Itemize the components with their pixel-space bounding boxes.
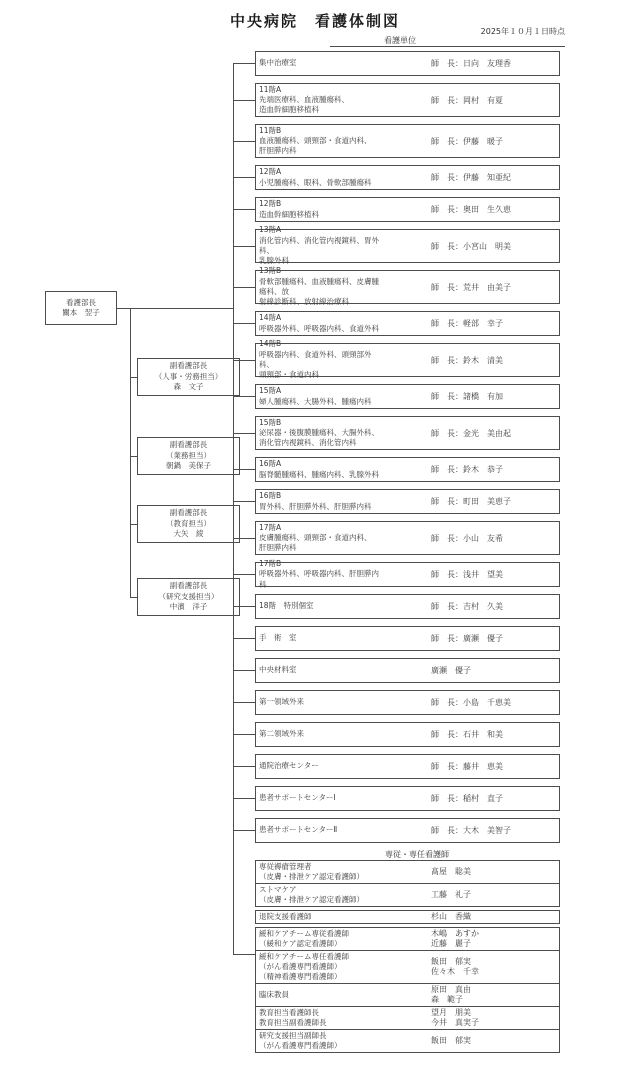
unit-label-line: 皮膚腫瘍科、頭頸部・食道内科、 bbox=[259, 532, 372, 542]
unit-label bbox=[259, 166, 379, 189]
deputy-name: 朝鍋 美保子 bbox=[166, 461, 211, 471]
staff-box bbox=[255, 983, 560, 1007]
deputy-box bbox=[137, 437, 240, 475]
unit-label-line: 泌尿器・後腹膜腫瘍科、大腸外科、 bbox=[259, 427, 379, 437]
unit-label-line: 18階 特別個室 bbox=[259, 601, 314, 611]
staff-name: 杉山 香織 bbox=[431, 912, 471, 921]
unit-box bbox=[255, 818, 560, 843]
connector-director-to-trunk bbox=[117, 308, 233, 309]
unit-chief: 師 長：石井 和美 bbox=[431, 730, 503, 739]
unit-label-line: 骨軟部腫瘍科、血液腫瘍科、皮膚腫瘍科、放 bbox=[259, 276, 379, 296]
unit-label bbox=[259, 522, 379, 554]
staff-name: 飯田 郁実 bbox=[431, 957, 471, 966]
staff-box bbox=[255, 1029, 560, 1053]
unit-tick bbox=[233, 246, 256, 247]
unit-label-line: 17階A bbox=[259, 522, 282, 532]
deputy-duty: （研究支援担当） bbox=[158, 591, 219, 601]
unit-label-line: 13階A bbox=[259, 225, 282, 235]
staff-box bbox=[255, 910, 560, 924]
staff-name: 木嶋 あすか bbox=[431, 929, 479, 938]
unit-box bbox=[255, 83, 560, 117]
unit-label bbox=[259, 659, 379, 682]
unit-tick bbox=[233, 702, 256, 703]
unit-box bbox=[255, 165, 560, 190]
unit-tick bbox=[233, 538, 256, 539]
unit-label bbox=[259, 787, 379, 810]
staff-name: 髙屋 聡美 bbox=[431, 867, 471, 876]
deputy-duty: （教育担当） bbox=[166, 518, 211, 528]
unit-label bbox=[259, 417, 379, 449]
unit-chief: 師 長：小山 友希 bbox=[431, 533, 503, 543]
unit-label-line: 第二領域外来 bbox=[259, 729, 304, 739]
staff-names bbox=[431, 884, 471, 906]
unit-label-line: 11階B bbox=[259, 125, 282, 135]
staff-label-line: （がん看護専門看護師） bbox=[259, 962, 342, 971]
staff-label-line: （精神看護専門看護師） bbox=[259, 972, 342, 981]
director-box bbox=[45, 291, 117, 325]
staff-label-line: 緩和ケアチーム専従看護師 bbox=[259, 929, 349, 938]
unit-label-line: 先端医療科、血液腫瘍科、 bbox=[259, 94, 349, 104]
unit-box bbox=[255, 457, 560, 482]
unit-tick bbox=[233, 670, 256, 671]
unit-tick bbox=[233, 638, 256, 639]
unit-chief: 師 長：吉村 久美 bbox=[431, 602, 503, 611]
unit-label-line: 血液腫瘍科、頭頸部・食道内科、 bbox=[259, 135, 372, 145]
unit-box bbox=[255, 722, 560, 747]
unit-box bbox=[255, 197, 560, 222]
unit-chief: 師 長：荒井 由美子 bbox=[431, 282, 511, 292]
unit-label-line: 患者サポートセンターⅡ bbox=[259, 825, 338, 835]
deputy-tick bbox=[130, 377, 137, 378]
staff-label bbox=[259, 861, 379, 883]
unit-chief: 師 長：鈴木 清美 bbox=[431, 355, 503, 365]
unit-tick bbox=[233, 501, 256, 502]
unit-box bbox=[255, 594, 560, 619]
unit-box bbox=[255, 416, 560, 450]
unit-chief: 師 長：岡村 有夏 bbox=[431, 95, 503, 105]
unit-box bbox=[255, 489, 560, 514]
deputy-name: 大矢 綾 bbox=[173, 529, 204, 539]
staff-names bbox=[431, 1007, 479, 1029]
staff-label-line: （がん看護専門看護師） bbox=[259, 1041, 342, 1050]
unit-tick bbox=[233, 396, 256, 397]
page-title: 中央病院 看護体制図 bbox=[229, 12, 400, 30]
unit-box bbox=[255, 51, 560, 76]
staff-names bbox=[431, 1030, 471, 1052]
unit-chief: 師 長：金光 美由起 bbox=[431, 428, 511, 438]
staff-names bbox=[431, 911, 471, 923]
units-header-rule bbox=[330, 46, 565, 47]
unit-label-line: 17階B bbox=[259, 559, 282, 569]
deputy-duty: （人事・労務担当） bbox=[154, 371, 223, 381]
staff-label-line: ストマケア bbox=[259, 885, 297, 894]
unit-tick bbox=[233, 469, 256, 470]
unit-label-line: 脳脊髄腫瘍科、腫瘍内科、乳腺外科 bbox=[259, 469, 379, 479]
unit-tick bbox=[233, 177, 256, 178]
deputy-box bbox=[137, 505, 240, 543]
unit-label-line: 手 術 室 bbox=[259, 633, 297, 643]
staff-name: 今井 真実子 bbox=[431, 1018, 479, 1027]
staff-label bbox=[259, 1030, 379, 1052]
staff-label-line: （皮膚・排泄ケア認定看護師） bbox=[259, 895, 364, 904]
unit-tick bbox=[233, 830, 256, 831]
unit-label bbox=[259, 339, 379, 380]
unit-chief: 師 長：浅井 望美 bbox=[431, 570, 503, 579]
unit-box bbox=[255, 786, 560, 811]
unit-label bbox=[259, 266, 379, 307]
unit-label-line: 15階A bbox=[259, 386, 282, 396]
unit-label-line: 呼吸器内科、食道外科、頭頸部外科、 bbox=[259, 349, 372, 369]
unit-box bbox=[255, 266, 560, 307]
unit-label-line: 乳腺外科 bbox=[259, 256, 289, 266]
unit-label-line: 婦人腫瘍科、大腸外科、腫瘍内科 bbox=[259, 396, 372, 406]
unit-box bbox=[255, 690, 560, 715]
unit-tick bbox=[233, 798, 256, 799]
unit-chief: 師 長：廣瀬 優子 bbox=[431, 634, 503, 643]
unit-label-line: 中央材料室 bbox=[259, 665, 297, 675]
unit-chief: 師 長：諸橋 有加 bbox=[431, 392, 503, 401]
staff-name: 飯田 郁実 bbox=[431, 1036, 471, 1045]
unit-chief: 師 長：小宮山 明美 bbox=[431, 241, 511, 251]
unit-chief: 師 長：奥田 生久恵 bbox=[431, 205, 511, 214]
unit-chief: 師 長：伊藤 暖子 bbox=[431, 136, 503, 146]
deputy-tick bbox=[130, 524, 137, 525]
unit-label-line: 12階B bbox=[259, 199, 282, 209]
director-name: 關本 翌子 bbox=[62, 308, 100, 317]
staff-names bbox=[431, 861, 471, 883]
staff-label-line: （緩和ケア認定看護師） bbox=[259, 939, 342, 948]
staff-section-header: 専従・専任看護師 bbox=[385, 850, 449, 859]
staff-label-line: 退院支援看護師 bbox=[259, 912, 312, 921]
unit-label bbox=[259, 755, 379, 778]
unit-label-line: 呼吸器外科、呼吸器内科、食道外科 bbox=[259, 323, 379, 333]
unit-label-line: 11階A bbox=[259, 84, 282, 94]
staff-label bbox=[259, 984, 379, 1006]
unit-label-line: 射線診断科、放射線治療科 bbox=[259, 297, 349, 307]
unit-label bbox=[259, 723, 379, 746]
staff-box bbox=[255, 860, 560, 884]
staff-label-line: （皮膚・排泄ケア認定看護師） bbox=[259, 872, 364, 881]
unit-tick bbox=[233, 360, 256, 361]
unit-box bbox=[255, 754, 560, 779]
unit-label bbox=[259, 52, 379, 75]
unit-box bbox=[255, 521, 560, 555]
staff-box bbox=[255, 883, 560, 907]
unit-chief: 師 長：町田 美恵子 bbox=[431, 497, 511, 506]
unit-label-line: 胃外科、肝胆膵外科、肝胆膵内科 bbox=[259, 501, 372, 511]
unit-label bbox=[259, 627, 379, 650]
unit-label-line: 14階B bbox=[259, 339, 282, 349]
deputy-name: 中濱 洋子 bbox=[169, 602, 208, 612]
unit-label-line: 14階A bbox=[259, 313, 282, 323]
deputy-role: 副看護部長 bbox=[169, 361, 208, 371]
unit-label-line: 集中治療室 bbox=[259, 58, 297, 68]
unit-tick bbox=[233, 100, 256, 101]
unit-label-line: 頭頸部・食道内科 bbox=[259, 370, 319, 380]
deputy-role: 副看護部長 bbox=[169, 440, 208, 450]
unit-chief: 師 長：藤井 恵美 bbox=[431, 762, 503, 771]
unit-label-line: 15階B bbox=[259, 417, 282, 427]
unit-label bbox=[259, 559, 379, 589]
staff-label-line: 臨床教員 bbox=[259, 990, 289, 999]
staff-names bbox=[431, 928, 479, 950]
staff-label-line: 研究支援担当副師長 bbox=[259, 1031, 327, 1040]
unit-tick bbox=[233, 734, 256, 735]
unit-label bbox=[259, 225, 379, 266]
deputy-trunk-line bbox=[130, 308, 131, 598]
unit-label bbox=[259, 198, 379, 221]
unit-tick bbox=[233, 766, 256, 767]
staff-names bbox=[431, 984, 471, 1006]
unit-label-line: 16階A bbox=[259, 459, 282, 469]
unit-tick bbox=[233, 63, 256, 64]
unit-chief: 師 長：日向 友理香 bbox=[431, 59, 511, 68]
staff-name: 近藤 麗子 bbox=[431, 939, 471, 948]
unit-chief: 師 長：小島 千恵美 bbox=[431, 698, 511, 707]
unit-chief: 師 長：稲村 直子 bbox=[431, 794, 503, 803]
unit-box bbox=[255, 124, 560, 158]
staff-label-line: 教育担当副看護師長 bbox=[259, 1018, 327, 1027]
staff-names bbox=[431, 951, 479, 983]
units-column-header: 看護単位 bbox=[384, 36, 416, 45]
date-note: 2025年１０月１日時点 bbox=[480, 27, 565, 36]
unit-label-line: 肝胆膵内科 bbox=[259, 146, 297, 156]
staff-label bbox=[259, 884, 379, 906]
unit-label bbox=[259, 595, 379, 618]
deputy-box bbox=[137, 358, 240, 396]
deputy-box bbox=[137, 578, 240, 616]
unit-label-line: 造血幹細胞移植科 bbox=[259, 209, 319, 219]
staff-name: 望月 朋美 bbox=[431, 1008, 471, 1017]
staff-label bbox=[259, 1007, 379, 1029]
unit-tick bbox=[233, 606, 256, 607]
unit-label-line: 造血幹細胞移植科 bbox=[259, 105, 319, 115]
unit-box bbox=[255, 311, 560, 336]
unit-label-line: 患者サポートセンターⅠ bbox=[259, 793, 336, 803]
staff-box bbox=[255, 927, 560, 951]
unit-box bbox=[255, 626, 560, 651]
unit-tick bbox=[233, 209, 256, 210]
staff-name: 佐々木 千幸 bbox=[431, 967, 479, 976]
unit-label-line: 消化管内視鏡科、消化管内科 bbox=[259, 438, 357, 448]
deputy-name: 森 文子 bbox=[173, 382, 204, 392]
unit-box bbox=[255, 339, 560, 380]
unit-chief: 師 長：大木 美智子 bbox=[431, 826, 511, 835]
unit-box bbox=[255, 384, 560, 409]
staff-box bbox=[255, 950, 560, 984]
units-trunk-line bbox=[233, 63, 234, 954]
unit-box bbox=[255, 658, 560, 683]
unit-label bbox=[259, 125, 379, 157]
staff-label-line: 専従褥瘡管理者 bbox=[259, 862, 312, 871]
unit-label-line: 小児腫瘍科、眼科、骨軟部腫瘍科 bbox=[259, 177, 372, 187]
deputy-role: 副看護部長 bbox=[169, 508, 208, 518]
unit-chief: 師 長：軽部 幸子 bbox=[431, 319, 503, 328]
unit-chief: 廣瀬 優子 bbox=[431, 666, 471, 675]
deputy-tick bbox=[130, 597, 137, 598]
unit-label bbox=[259, 84, 379, 116]
director-role: 看護部長 bbox=[66, 297, 96, 307]
deputy-role: 副看護部長 bbox=[169, 581, 208, 591]
unit-label-line: 呼吸器外科、呼吸器内科、肝胆膵内科 bbox=[259, 569, 379, 589]
unit-chief: 師 長：鈴木 恭子 bbox=[431, 465, 503, 474]
unit-label-line: 通院治療センター bbox=[259, 761, 319, 771]
staff-box bbox=[255, 1006, 560, 1030]
staff-label bbox=[259, 911, 379, 923]
staff-tick bbox=[233, 954, 256, 955]
unit-label bbox=[259, 458, 379, 481]
staff-name: 原田 真由 bbox=[431, 985, 471, 994]
staff-name: 工藤 礼子 bbox=[431, 890, 471, 899]
unit-box bbox=[255, 559, 560, 589]
unit-tick bbox=[233, 574, 256, 575]
unit-label-line: 肝胆膵内科 bbox=[259, 543, 297, 553]
unit-label bbox=[259, 490, 379, 513]
deputy-tick bbox=[130, 456, 137, 457]
unit-label-line: 12階A bbox=[259, 167, 282, 177]
unit-box bbox=[255, 225, 560, 266]
unit-label bbox=[259, 312, 379, 335]
unit-label bbox=[259, 691, 379, 714]
unit-tick bbox=[233, 323, 256, 324]
unit-tick bbox=[233, 141, 256, 142]
unit-label bbox=[259, 819, 379, 842]
unit-label-line: 13階B bbox=[259, 266, 282, 276]
unit-label-line: 第一領域外来 bbox=[259, 697, 304, 707]
staff-label-line: 緩和ケアチーム専任看護師 bbox=[259, 952, 349, 961]
unit-label bbox=[259, 385, 379, 408]
unit-chief: 師 長：伊藤 知亜紀 bbox=[431, 173, 511, 182]
unit-tick bbox=[233, 287, 256, 288]
unit-label-line: 消化管内科、消化管内視鏡科、胃外科、 bbox=[259, 235, 379, 255]
staff-label bbox=[259, 928, 379, 950]
staff-name: 森 範子 bbox=[431, 995, 463, 1004]
unit-tick bbox=[233, 433, 256, 434]
deputy-duty: （業務担当） bbox=[166, 450, 211, 460]
staff-label bbox=[259, 951, 379, 983]
staff-label-line: 教育担当看護師長 bbox=[259, 1008, 319, 1017]
unit-label-line: 16階B bbox=[259, 491, 282, 501]
